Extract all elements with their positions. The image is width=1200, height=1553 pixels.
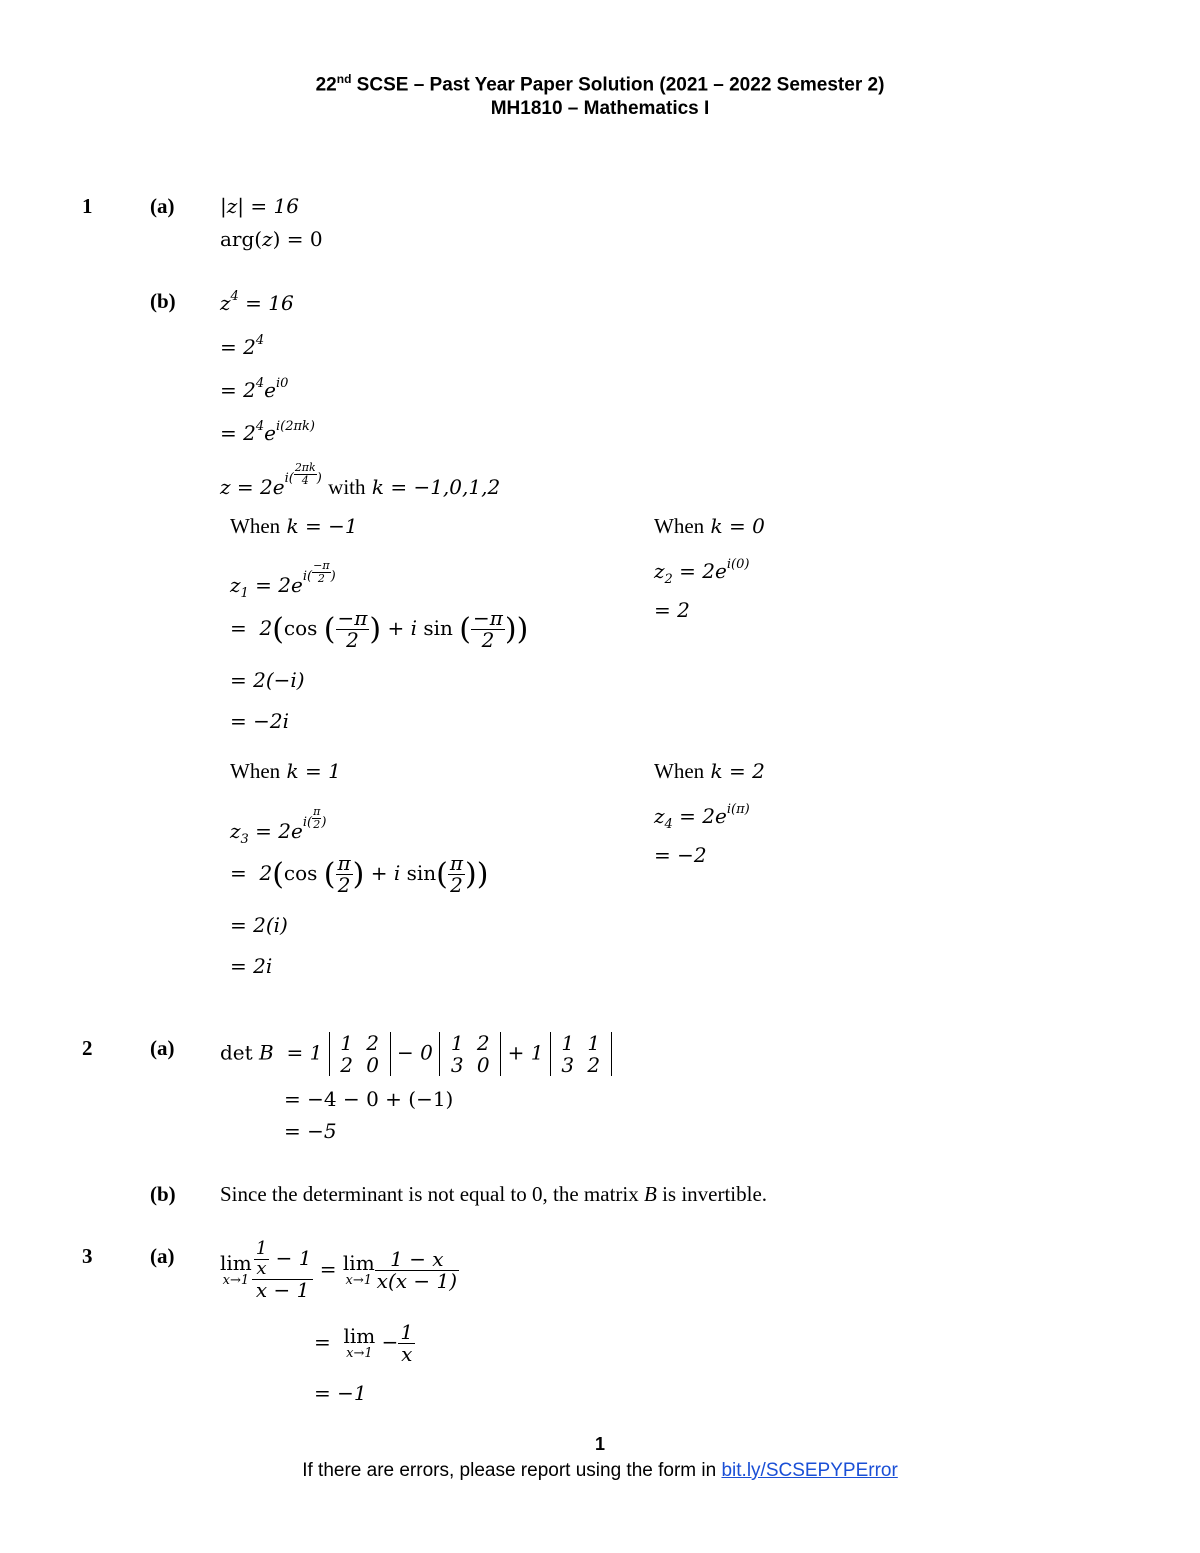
lim-text: lim: [343, 1324, 376, 1349]
simplified-fraction: [375, 1246, 459, 1293]
k-value: k = −1: [286, 514, 358, 538]
minor-cell: 1: [561, 1031, 575, 1055]
compound-fraction: [252, 1240, 314, 1301]
q2-part-b-label: (b): [150, 1182, 176, 1206]
q1-part-b-label: (b): [150, 289, 176, 313]
minor-matrix-2: [439, 1032, 501, 1076]
q1b-line4: = $2^4e^{i(2\pi k)}$: [220, 419, 315, 445]
z3-result: = 2i: [230, 954, 273, 978]
z2-expression: $z_2 = 2e^{i(0)}$: [654, 557, 750, 587]
z1-expansion: = 2(cos ( $\frac{-\pi}{2}$ ) + i sin ( $\frac{-\pi}{2}$ )): [230, 606, 529, 652]
det-operator: det: [220, 1040, 253, 1065]
z1-step: = 2(−i): [230, 668, 305, 692]
when-word: When: [230, 759, 281, 783]
when-word: When: [654, 759, 705, 783]
k-value: k = 2: [710, 759, 765, 783]
det-step-1: = −4 − 0 + (−1): [284, 1087, 454, 1111]
conclusion-text-1: Since the determinant is not equal to 0, the matrix: [220, 1182, 644, 1206]
z2-result: = 2: [654, 598, 690, 622]
rhs-numerator: 1 − x: [375, 1249, 459, 1271]
lim-subscript: x→1: [346, 1346, 373, 1362]
when-word: When: [230, 514, 281, 538]
q2-part-a-label: (a): [150, 1036, 175, 1060]
q1b-line3: = $2^4e^{i0}$: [220, 376, 289, 402]
cofactor-1: = 1: [286, 1040, 323, 1065]
minor-cell: 2: [366, 1031, 380, 1055]
reciprocal-fraction: [398, 1322, 415, 1365]
matrix-variable: B: [643, 1182, 657, 1206]
k-value: k = 0: [710, 514, 765, 538]
case-k-0-heading: [654, 514, 765, 539]
inner-denominator: x: [256, 1257, 267, 1279]
rhs-denominator: x(x − 1): [376, 1268, 458, 1293]
footer-text: If there are errors, please report using the form in: [302, 1460, 722, 1481]
reciprocal-denominator: x: [401, 1342, 413, 1366]
minor-cell: 0: [366, 1053, 380, 1077]
case-k-minus-1-heading: [230, 514, 358, 539]
minor-cell: 1: [340, 1031, 354, 1055]
lim-subscript: x→1: [345, 1273, 373, 1289]
cofactor-2: − 0: [397, 1040, 433, 1065]
minor-matrix-1: [329, 1032, 391, 1076]
outer-denominator: x − 1: [255, 1277, 310, 1302]
minor-cell: 3: [561, 1053, 575, 1077]
question-2-number: 2: [82, 1036, 93, 1060]
footer-note: [0, 1460, 1200, 1482]
numerator-tail: − 1: [275, 1245, 312, 1270]
lim-text: lim: [220, 1251, 252, 1276]
q1b-line1: $z^4 = 16$: [220, 289, 294, 315]
q1b-general-solution: z = 2ei( $\frac{2\pi k}{4}$ ) with k = −1,0,1,2: [220, 461, 501, 500]
minus-sign: −: [381, 1330, 399, 1354]
conclusion-text-2: is invertible.: [656, 1182, 768, 1206]
case-k-2-heading: [654, 759, 765, 784]
z3-step: = 2(i): [230, 913, 288, 937]
with-word: with: [328, 475, 366, 500]
q3-part-a-label: (a): [150, 1244, 175, 1268]
q1a-argument: arg(z) = 0: [220, 227, 323, 251]
minor-cell: 2: [476, 1031, 490, 1055]
title-superscript: nd: [336, 72, 352, 86]
minor-cell: 0: [476, 1053, 490, 1077]
z3-expression: $z_3 = 2ei$( $\frac{\pi}{2}$ ): [230, 805, 327, 848]
z4-result: = −2: [654, 843, 707, 867]
determinant-expansion: [220, 1032, 612, 1076]
document-subtitle: MH1810 – Mathematics I: [490, 98, 710, 119]
k-value: k = 1: [286, 759, 341, 783]
question-1-number: 1: [82, 194, 93, 218]
lim-text: lim: [342, 1251, 375, 1276]
question-3-number: 3: [82, 1244, 93, 1268]
q2b-conclusion: [220, 1182, 767, 1207]
limit-line-2: [314, 1322, 415, 1365]
lim-subscript: x→1: [222, 1273, 250, 1289]
cofactor-3: + 1: [507, 1040, 544, 1065]
minor-cell: 1: [450, 1031, 464, 1055]
k-values: k = −1,0,1,2: [371, 475, 501, 500]
error-report-link[interactable]: bit.ly/SCSEPYPError: [721, 1460, 898, 1481]
minor-cell: 2: [587, 1053, 601, 1077]
minor-cell: 1: [587, 1031, 601, 1055]
minor-cell: 3: [450, 1053, 464, 1077]
limit-operator: [220, 1253, 252, 1288]
minor-matrix-3: [550, 1032, 612, 1076]
page-number: 1: [594, 1434, 605, 1454]
equals-sign: =: [314, 1330, 331, 1354]
equals-sign: =: [319, 1256, 337, 1281]
reciprocal-numerator: 1: [400, 1320, 414, 1344]
title-rest: SCSE – Past Year Paper Solution (2021 – 2022 Semester 2): [351, 74, 885, 96]
title-prefix: 22: [315, 74, 337, 96]
limit-line-1: [220, 1240, 459, 1301]
q1-part-a-label: (a): [150, 194, 175, 218]
q1b-line2: = $2^4$: [220, 333, 265, 359]
z3-expansion: = 2(cos ( $\frac{\pi}{2}$ ) + i sin( $\frac{\pi}{2}$ )): [230, 851, 489, 897]
inner-numerator: 1: [255, 1238, 268, 1259]
when-word: When: [654, 514, 705, 538]
limit-operator: [343, 1253, 375, 1288]
limit-operator: [343, 1326, 375, 1361]
matrix-variable: B: [259, 1040, 274, 1065]
minor-cell: 2: [340, 1053, 354, 1077]
case-k-1-heading: [230, 759, 341, 784]
limit-result: = −1: [314, 1381, 367, 1405]
z1-result: = −2i: [230, 709, 289, 733]
z4-expression: $z_4 = 2e^{i(\pi)}$: [654, 802, 750, 832]
z1-expression: $z_1 = 2ei$( $\frac{-\pi}{2}$ ): [230, 559, 336, 602]
document-title: [0, 72, 1200, 96]
det-step-2: = −5: [284, 1119, 337, 1143]
q1a-modulus: |z| = 16: [220, 194, 299, 218]
